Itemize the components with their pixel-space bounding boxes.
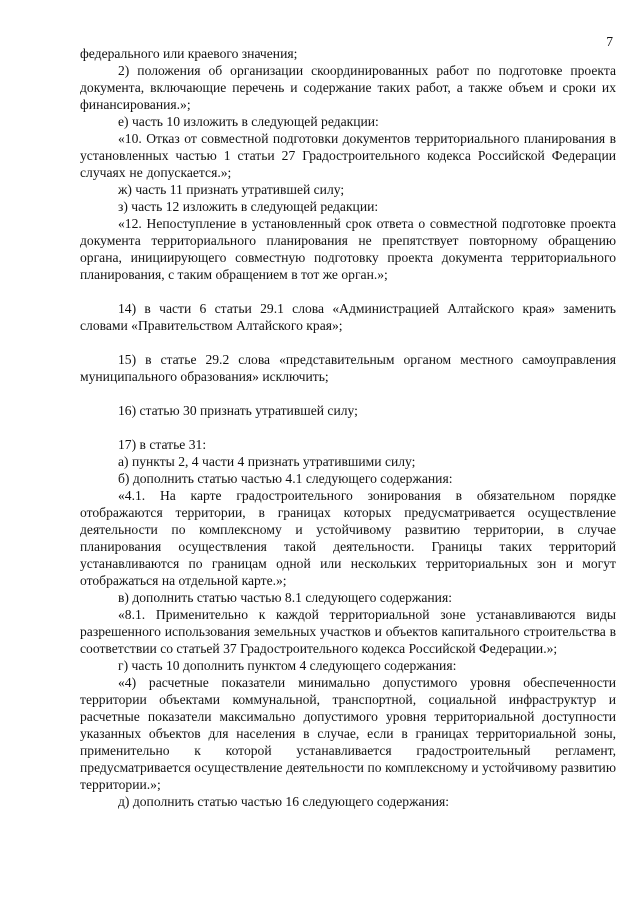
document-body [80, 45, 616, 810]
paragraph-6: з) часть 12 изложить в следующей редакции: [118, 199, 379, 214]
paragraph-19: д) дополнить статью частью 16 следующего содержания: [118, 794, 450, 809]
paragraph-10: 16) статью 30 признать утратившей силу; [118, 403, 358, 418]
paragraph-3: е) часть 10 изложить в следующей редакции: [118, 114, 379, 129]
paragraph-2: 2) положения об организации скоординированных работ по подготовке проекта документа, включающие перечень и содержание таких работ, а также объем и сроки их финансирования.»; [80, 63, 616, 112]
paragraph-15: в) дополнить статью частью 8.1 следующего содержания: [118, 590, 452, 605]
page-number: 7 [606, 34, 613, 49]
paragraph-7: «12. Непоступление в установленный срок ответа о совместной подготовке проекта документа территориального планирования не препятствует повторному обращению органа, инициирующего совместную подготовку проекта документа территориального планирования, с таким обращением в тот же орган.»; [80, 216, 616, 282]
paragraph-9: 15) в статье 29.2 слова «представительным органом местного самоуправления муниципального образования» исключить; [80, 352, 616, 384]
paragraph-14: «4.1. На карте градостроительного зонирования в обязательном порядке отображаются территории, в границах которых предусматривается осуществление деятельности по комплексному и устойчивому развитию территории, в случае планирования осуществления такой деятельности. Границы таких территорий устанавливаются по границам одной или нескольких территориальных зон и могут отображаться на отдельной карте.»; [80, 488, 616, 588]
paragraph-5: ж) часть 11 признать утратившей силу; [118, 182, 345, 197]
paragraph-4: «10. Отказ от совместной подготовки документов территориального планирования в установленных частью 1 статьи 27 Градостроительного кодекса Российской Федерации случаях не допускается.»; [80, 131, 616, 180]
paragraph-17: г) часть 10 дополнить пунктом 4 следующего содержания: [118, 658, 457, 673]
paragraph-13: б) дополнить статью частью 4.1 следующего содержания: [118, 471, 453, 486]
paragraph-18: «4) расчетные показатели минимально допустимого уровня обеспеченности территории объектами коммунальной, транспортной, социальной инфраструктур и расчетные показатели максимально допустимого уровня территориальной доступности указанных объектов для населения в случае, если в границах территориальной зоны, применительно к которой устанавливается градостроительный регламент, предусматривается осуществление деятельности по комплексному и устойчивому развитию территории.»; [80, 675, 616, 792]
paragraph-16: «8.1. Применительно к каждой территориальной зоне устанавливаются виды разрешенного использования земельных участков и объектов капитального строительства в соответствии со статьей 37 Градостроительного кодекса Российской Федерации.»; [80, 607, 616, 656]
paragraph-11: 17) в статье 31: [118, 437, 207, 452]
paragraph-1: федерального или краевого значения; [80, 46, 298, 61]
paragraph-12: а) пункты 2, 4 части 4 признать утратившими силу; [118, 454, 416, 469]
paragraph-8: 14) в части 6 статьи 29.1 слова «Администрацией Алтайского края» заменить словами «Правительством Алтайского края»; [80, 301, 616, 333]
